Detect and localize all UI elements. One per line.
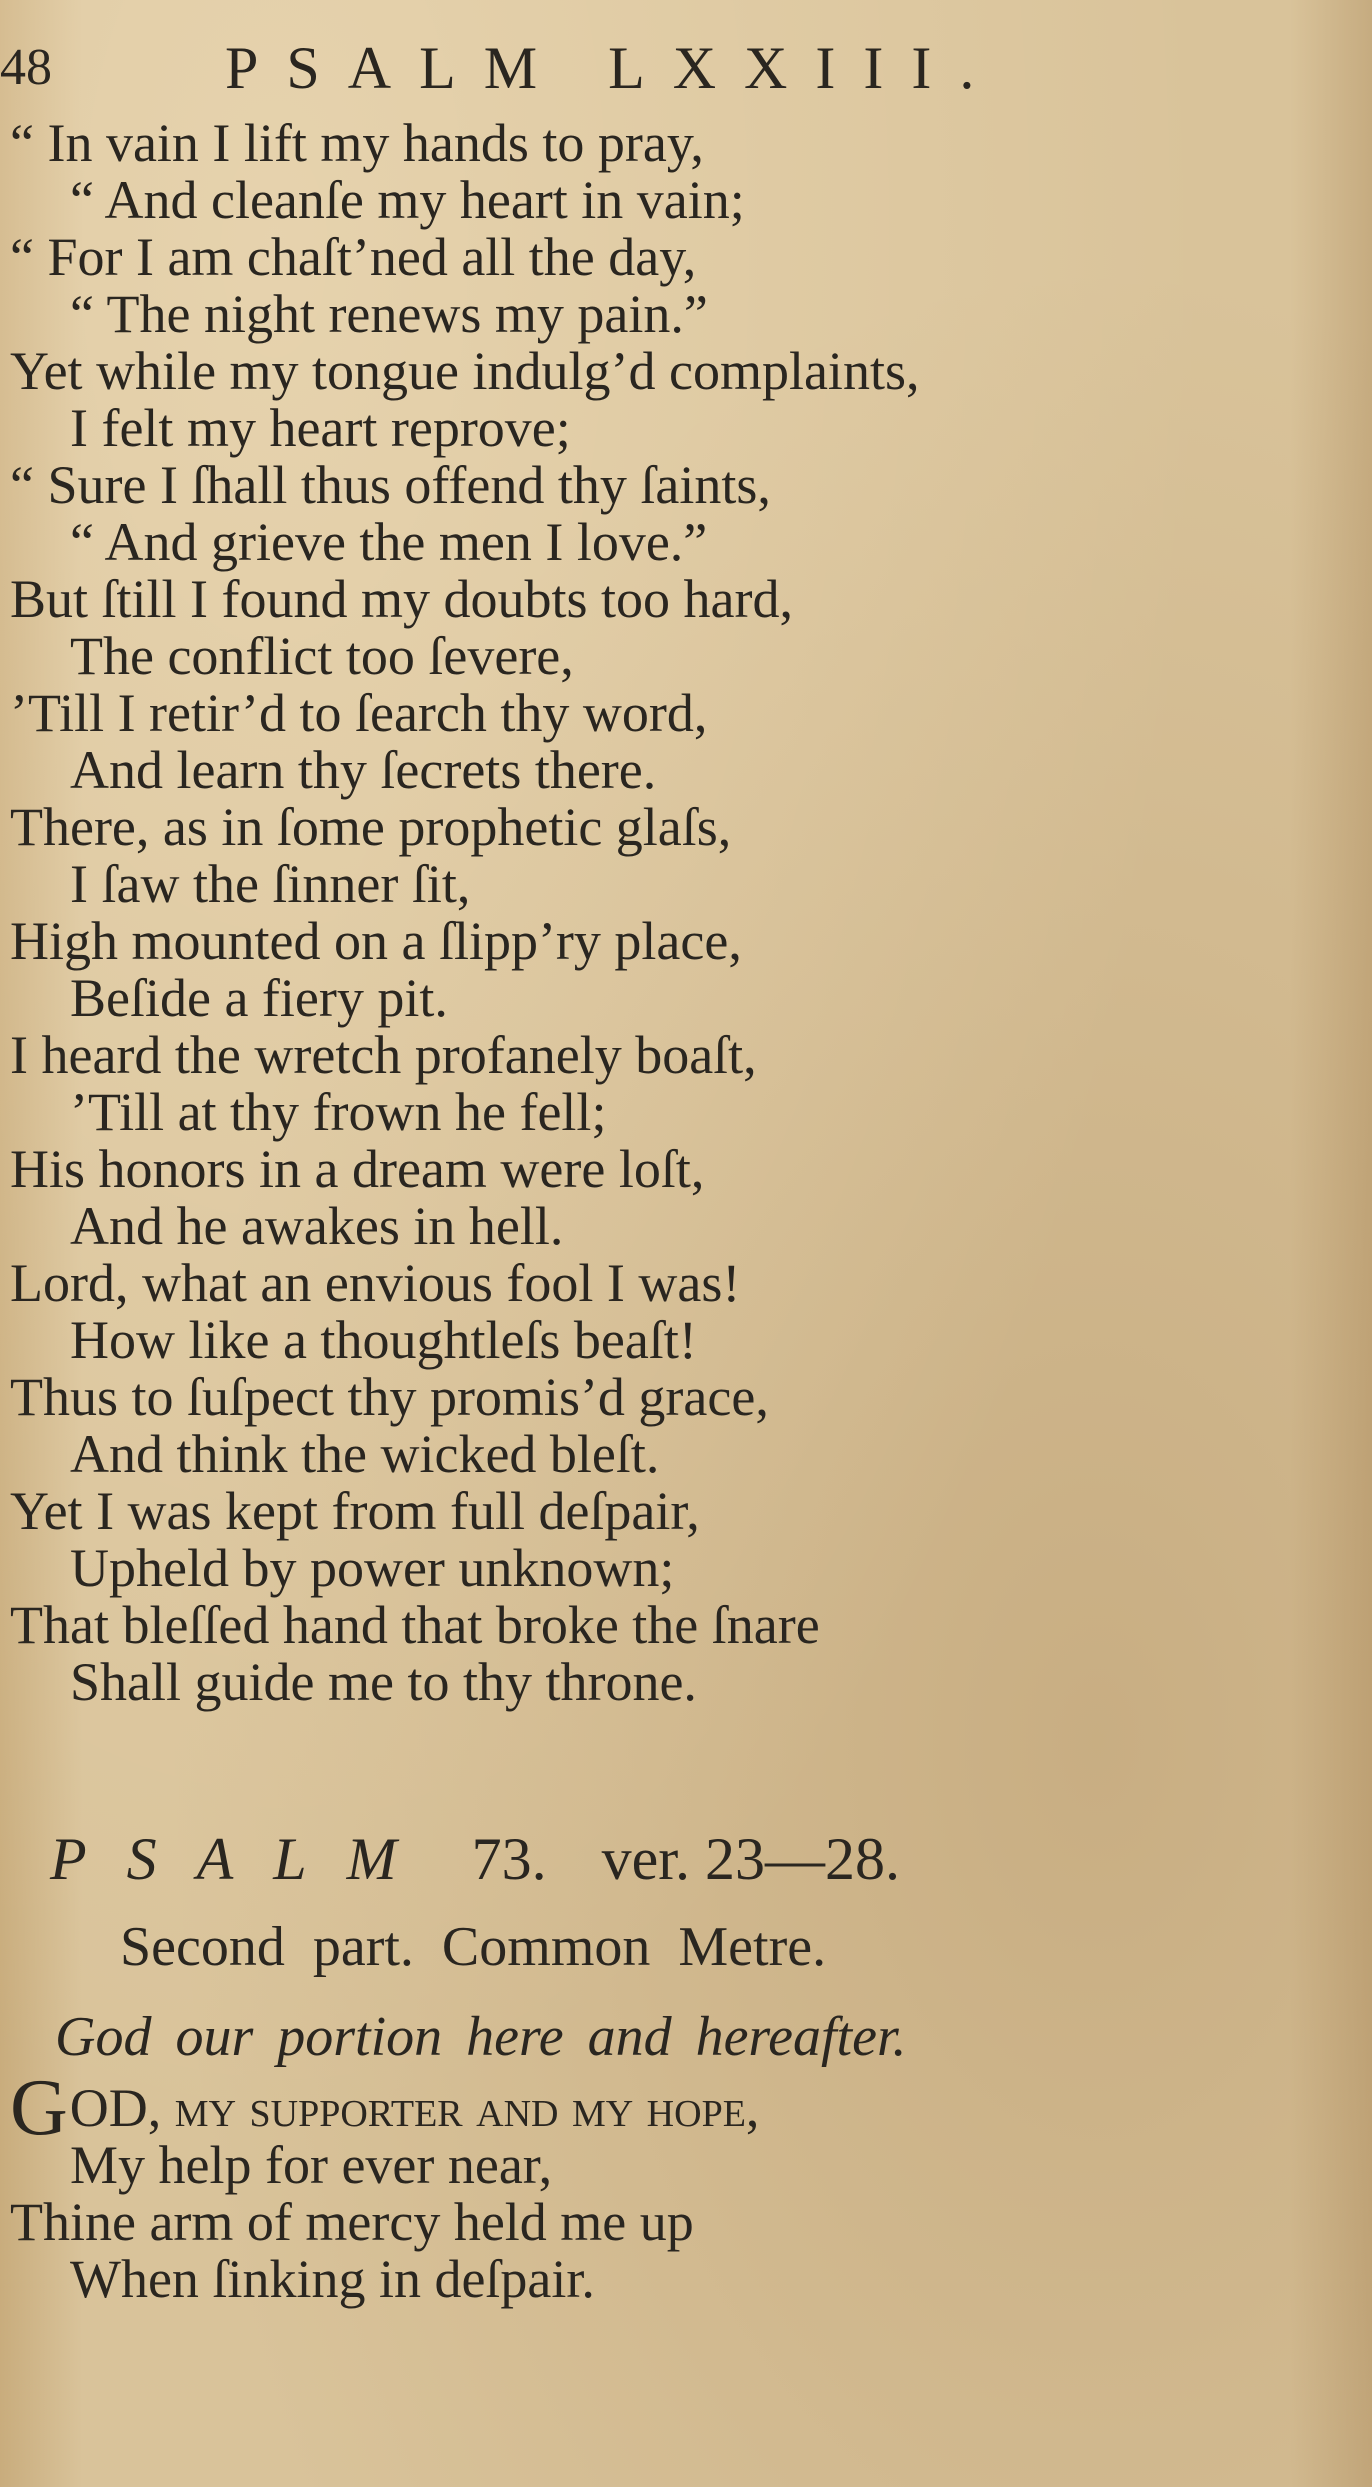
- section-title: [50, 1825, 1350, 1894]
- verse-line: ’Till I retir’d to ſearch thy word,: [10, 683, 708, 743]
- verse-line: Beſide a fiery pit.: [70, 968, 448, 1028]
- verse-line: ’Till at thy frown he fell;: [70, 1082, 607, 1142]
- verse-line: High mounted on a ſlipp’ry place,: [10, 911, 742, 971]
- verse-block: [0, 115, 1372, 1711]
- section-verse-range: ver. 23—28.: [601, 1826, 900, 1892]
- verse-line: “ The night renews my pain.”: [70, 284, 708, 344]
- verse-line: Thus to ſuſpect thy promis’d grace,: [10, 1367, 769, 1427]
- hymn-line: My help for ever near,: [70, 2135, 553, 2195]
- hymn-line: When ſinking in deſpair.: [70, 2249, 595, 2309]
- drop-cap: G: [10, 2064, 68, 2152]
- verse-line: I felt my heart reprove;: [70, 398, 571, 458]
- verse-line: Lord, what an envious fool I was!: [10, 1253, 741, 1313]
- verse-line: “ And grieve the men I love.”: [70, 512, 708, 572]
- verse-line: Yet I was kept from full deſpair,: [10, 1481, 700, 1541]
- verse-line: That bleſſed hand that broke the ſnare: [10, 1595, 820, 1655]
- verse-line: Shall guide me to thy throne.: [70, 1652, 697, 1712]
- verse-line: But ſtill I found my doubts too hard,: [10, 569, 793, 629]
- section-subtitle: Second part. Common Metre.: [120, 1916, 827, 1978]
- verse-line: “ Sure I ſhall thus offend thy ſaints,: [10, 455, 771, 515]
- verse-line: How like a thoughtleſs beaſt!: [70, 1310, 697, 1370]
- section-psalm-word: PSALM: [50, 1826, 437, 1892]
- page-header: [0, 30, 1372, 110]
- verse-line: I ſaw the ſinner ſit,: [70, 854, 471, 914]
- section-theme: God our portion here and hereafter.: [55, 2006, 907, 2068]
- running-head: PSALM LXXIII.: [225, 35, 1003, 101]
- hymn-first-line-text: OD, my ſupporter and my hope,: [69, 2078, 760, 2138]
- hymn-block: [0, 2064, 1372, 2309]
- verse-line: His honors in a dream were loſt,: [10, 1139, 705, 1199]
- verse-line: There, as in ſome prophetic glaſs,: [10, 797, 732, 857]
- verse-line: And he awakes in hell.: [70, 1196, 564, 1256]
- verse-line: The conflict too ſevere,: [70, 626, 574, 686]
- verse-line: “ For I am chaſt’ned all the day,: [10, 227, 697, 287]
- hymn-line: Thine arm of mercy held me up: [10, 2192, 694, 2252]
- verse-line: Yet while my tongue indulg’d complaints,: [10, 341, 920, 401]
- hymn-first-line: [0, 2064, 1372, 2152]
- verse-line: I heard the wretch profanely boaſt,: [10, 1025, 757, 1085]
- verse-line: And think the wicked bleſt.: [70, 1424, 660, 1484]
- verse-line: “ And cleanſe my heart in vain;: [70, 170, 745, 230]
- verse-line: Upheld by power unknown;: [70, 1538, 675, 1598]
- page-number: 48: [0, 39, 52, 96]
- verse-line: And learn thy ſecrets there.: [70, 740, 657, 800]
- section-psalm-number: 73.: [471, 1826, 547, 1892]
- verse-line: “ In vain I lift my hands to pray,: [10, 113, 704, 173]
